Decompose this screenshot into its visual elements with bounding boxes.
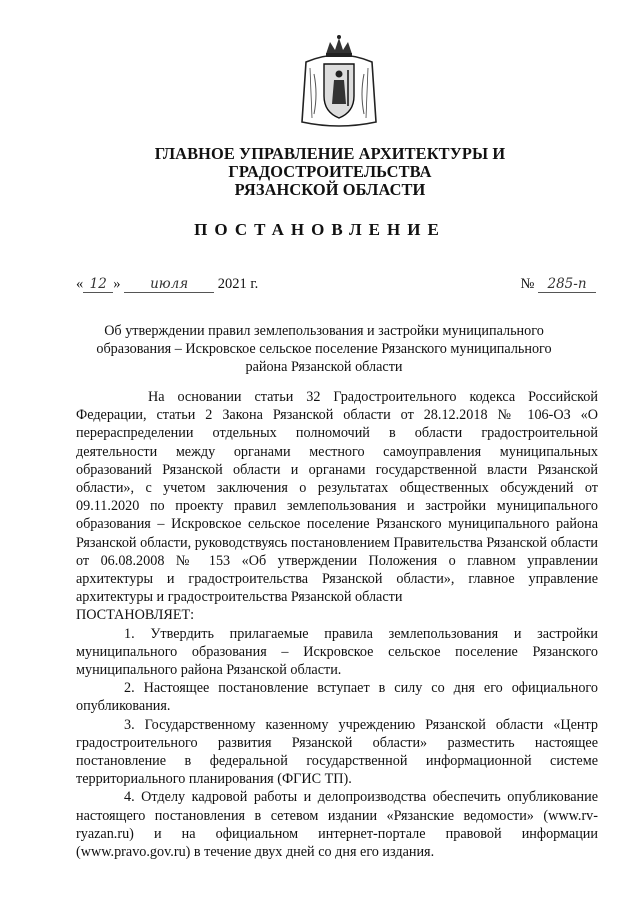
decree-item-4: 4. Отделу кадровой работы и делопроизводства обеспечить опубликование настоящего постановления в сетевом издании «Рязанские ведомости» (www.rv-ryazan.ru) и на официальном интернет-портале правовой информации (www.pravo.gov.ru) в течение двух дней со дня его издания. xyxy=(76,789,598,861)
document-type-title: ПОСТАНОВЛЕНИЕ xyxy=(194,220,446,239)
organization-name xyxy=(60,145,600,199)
number-handwritten: 285-п xyxy=(538,276,596,293)
date-month-handwritten: июля xyxy=(124,276,214,293)
preamble-paragraph: На основании статьи 32 Градостроительного кодекса Российской Федерации, статьи 2 Закона Рязанской области от 28.12.2018 № 106-ОЗ «О перераспределении отдельных полномочий в области градостроительной деятельности между органами местного самоуправления муниципальных образований Рязанской области и органами государственной власти Рязанской области», с учетом заключения о результатах общественных обсуждений от 09.11.2020 по проекту правил землепользования и застройки муниципального образования – Искровское сельское поселение Рязанского муниципального района Рязанской области, руководствуясь постановлением Правительства Рязанской области от 06.08.2008 № 153 «Об утверждении Положения о главном управлении архитектуры и градостроительства Рязанской области», главное управление архитектуры и градостроительства Рязанской области xyxy=(76,389,598,606)
decree-item-2: 2. Настоящее постановление вступает в силу со дня его официального опубликования. xyxy=(76,680,598,715)
organization-line-1: ГЛАВНОЕ УПРАВЛЕНИЕ АРХИТЕКТУРЫ И ГРАДОСТРОИТЕЛЬСТВА xyxy=(154,144,506,181)
document-subject: Об утверждении правил землепользования и застройки муниципального образования – Искровское сельское поселение Рязанского муниципального района Рязанской области xyxy=(96,323,552,375)
decree-word: ПОСТАНОВЛЯЕТ: xyxy=(76,607,195,624)
date-year: 2021 г. xyxy=(217,276,259,292)
document-number xyxy=(521,276,596,293)
decree-item-1: 1. Утвердить прилагаемые правила землепользования и застройки муниципального образования – Искровское сельское поселение Рязанского муниципального района Рязанской области. xyxy=(76,625,598,679)
document-date xyxy=(76,276,258,293)
decree-item-3: 3. Государственному казенному учреждению Рязанской области «Центр градостроительного развития Рязанской области» разместить настоящее постановление в федеральной государственной информационной системе территориального планирования (ФГИС ТП). xyxy=(76,716,598,788)
date-close-quote: » xyxy=(113,276,121,292)
date-open-quote: « xyxy=(76,276,84,292)
coat-of-arms-emblem xyxy=(296,34,382,130)
date-day-handwritten: 12 xyxy=(83,276,113,293)
number-label: № xyxy=(520,276,535,292)
organization-line-2: РЯЗАНСКОЙ ОБЛАСТИ xyxy=(234,180,426,199)
date-number-line xyxy=(76,276,596,298)
document-body xyxy=(76,388,598,861)
